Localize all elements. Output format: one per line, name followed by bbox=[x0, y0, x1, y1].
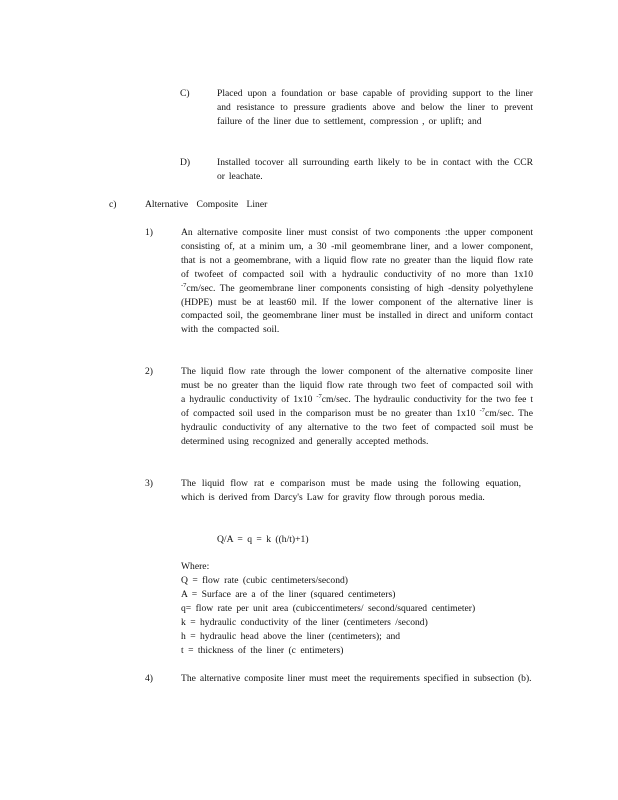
section-d-text: Installed tocover all surrounding earth likely to be in contact with the CCR or leachate. bbox=[217, 157, 533, 182]
item-1-text-b: cm/sec. The geomembrane liner components consisting of high -density polyethylene (HDPE) must be at least60 mil. If the lower component of the alternative liner is compacted soil, the geomembrane liner must be installed in direct and uniform contact with the compacted soil. bbox=[181, 282, 533, 336]
item-3-label: 3) bbox=[145, 478, 153, 489]
section-heading: Alternative Composite Liner bbox=[145, 199, 268, 210]
section-c-label: C) bbox=[180, 88, 190, 99]
definition-q-unit: q= flow rate per unit area (cubiccentimeters/ second/squared centimeter) bbox=[181, 602, 476, 614]
item-4-label: 4) bbox=[145, 673, 153, 684]
definition-h: h = hydraulic head above the liner (centimeters); and bbox=[181, 630, 401, 642]
item-1-text-a: An alternative composite liner must consist of two components :the upper component consisting of, at a minim um, a 30 -mil geomembrane liner, and a lower component, that is not a geomembrane, with a liquid flow rate no greater than the liquid flow rate of twofeet of compacted soil with a hydraulic conductivity of no more than 1x10 bbox=[181, 227, 533, 280]
definition-t: t = thickness of the liner (c entimeters) bbox=[181, 644, 344, 656]
item-2-text-a: The liquid flow rate through the lower component of the alternative composite liner must be no greater than the liquid flow rate through two feet of compacted soil with a hydraulic conductivity of 1x10 bbox=[181, 366, 533, 405]
section-d-label: D) bbox=[180, 157, 191, 168]
item-2-text-c: cm/sec. The hydraulic conductivity of any alternative to the two feet of compacted soil must be determined using recognized and generally accepted methods. bbox=[181, 407, 533, 447]
darcy-equation: Q/A = q = k ((h/t)+1) bbox=[217, 534, 309, 545]
item-2-exponent: -7 bbox=[316, 392, 322, 400]
definition-k: k = hydraulic conductivity of the liner (centimeters /second) bbox=[181, 616, 428, 628]
item-3-text: The liquid flow rat e comparison must be made using the following equation, which is derived from Darcy's Law for gravity flow through porous media. bbox=[181, 478, 521, 503]
item-2-label: 2) bbox=[145, 366, 153, 377]
item-1-text bbox=[181, 226, 533, 337]
item-2-exponent-2: -7 bbox=[479, 406, 486, 414]
definition-a-area: A = Surface are a of the liner (squared centimeters) bbox=[181, 588, 396, 600]
where-label: Where: bbox=[181, 561, 210, 572]
definition-q-flow: Q = flow rate (cubic centimeters/second) bbox=[181, 575, 348, 586]
item-1-label: 1) bbox=[145, 227, 153, 238]
item-4-text: The alternative composite liner must meet the requirements specified in subsection (b). bbox=[181, 673, 532, 684]
definition-list bbox=[181, 574, 475, 657]
item-2-text bbox=[181, 365, 533, 448]
section-c-text: Placed upon a foundation or base capable of providing support to the liner and resistance to pressure gradients above and below the liner to prevent failure of the liner due to settlement, compression , or uplift; and bbox=[217, 88, 533, 127]
item-2-text-b: cm/sec. The hydraulic conductivity for the two fee t of compacted soil used in the comparison must be no greater than 1x10 bbox=[181, 393, 533, 419]
item-1-exponent: -7 bbox=[181, 281, 187, 289]
section-c-lower-label: c) bbox=[109, 199, 117, 210]
